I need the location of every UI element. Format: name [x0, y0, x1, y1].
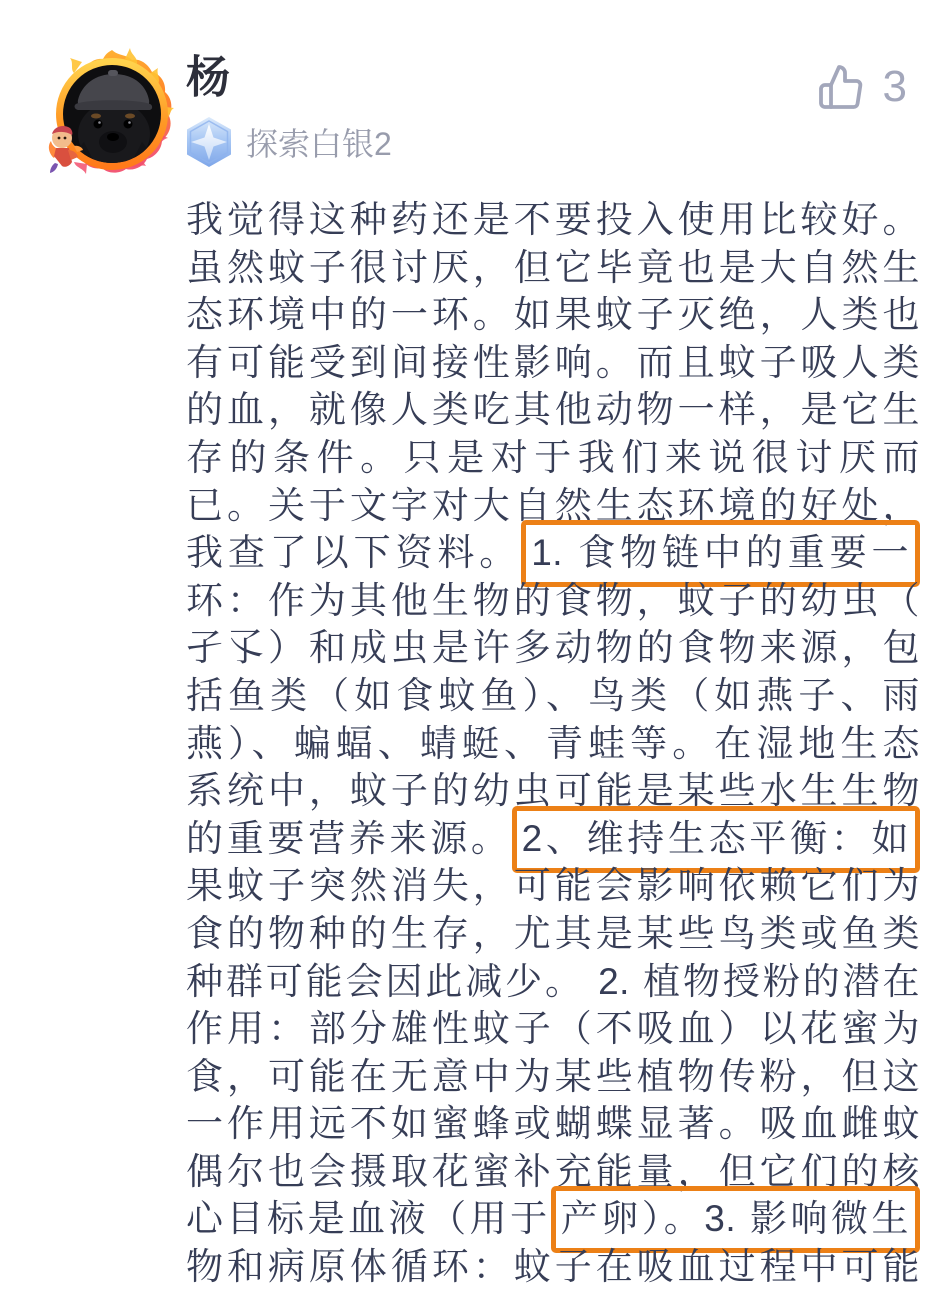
- comment-text-segment: 食的物种的生存，尤其是某些鸟类或鱼类: [186, 912, 920, 954]
- comment-text-segment: 括鱼类（如食蚊鱼）、鸟类（如燕子、雨: [186, 674, 920, 716]
- comment-text-segment: 虽然蚊子很讨厌，但它毕竟也是大自然生: [186, 246, 920, 288]
- comment-text-segment: 一作用远不如蜜蜂或蝴蝶显著。吸血雌蚊: [186, 1103, 920, 1145]
- comment-text-segment: 作用：部分雄性蚊子（不吸血）以花蜜为: [186, 1008, 920, 1050]
- comment-line: [186, 339, 920, 387]
- comment-text-segment: 物和病原体循环：蚊子在吸血过程中可能: [186, 1246, 920, 1288]
- comment-text-segment: 食，可能在无意中为某些植物传粉，但这: [186, 1055, 920, 1097]
- comment-line: [186, 1100, 920, 1148]
- comment-line: [186, 720, 920, 768]
- comment-line: [186, 577, 920, 625]
- comment-text-segment: 燕）、蝙蝠、蜻蜓、青蛙等。在湿地生态: [186, 722, 920, 764]
- comment-line: [186, 386, 920, 434]
- username[interactable]: 杨: [186, 53, 230, 102]
- comment-text-segment: 偶尔也会摄取花蜜补充能量，但它们的核: [186, 1150, 920, 1192]
- comment-line: [186, 910, 920, 958]
- user-level-badge: [186, 116, 392, 168]
- comment-line: [186, 291, 920, 339]
- highlighted-segment: 2、维持生态平衡：如: [512, 806, 920, 873]
- highlighted-segment: 产卵）。3. 影响微生: [551, 1186, 920, 1253]
- comment-text-segment: 种群可能会因此减少。 2. 植物授粉的潜在: [186, 960, 920, 1002]
- comment-text-segment: 有可能受到间接性影响。而且蚊子吸人类: [186, 341, 920, 383]
- comment-line: [186, 1243, 920, 1291]
- highlighted-segment: 1. 食物链中的重要一: [521, 520, 920, 587]
- like-count: 3: [882, 62, 907, 111]
- comment-line: [186, 672, 920, 720]
- comment-text-segment: 的血，就像人类吃其他动物一样，是它生: [186, 389, 920, 431]
- comment-text-segment: 存的条件。只是对于我们来说很讨厌而: [186, 436, 920, 478]
- silver-gem-badge-icon: [186, 116, 232, 168]
- comment-line: [186, 1005, 920, 1053]
- comment-line: [186, 1195, 920, 1243]
- avatar[interactable]: [34, 42, 182, 186]
- comment-line: [186, 862, 920, 910]
- comment-text-segment: 我查了以下资料。: [186, 532, 522, 574]
- comment-text-segment: 已。关于文字对大自然生态环境的好处，: [186, 484, 920, 526]
- comment-line: [186, 624, 920, 672]
- comment-line: [186, 434, 920, 482]
- comment-text-segment: 孑孓）和成虫是许多动物的食物来源，包: [186, 627, 920, 669]
- comment-line: [186, 815, 920, 863]
- like-button[interactable]: [817, 62, 907, 112]
- comment-line: [186, 529, 920, 577]
- comment-text-segment: 态环境中的一环。如果蚊子灭绝，人类也: [186, 294, 920, 336]
- comment-line: [186, 244, 920, 292]
- comment-text-segment: 的重要营养来源。: [186, 817, 512, 859]
- comment-body: [186, 196, 920, 1291]
- avatar-flame-frame-image: [34, 42, 182, 186]
- comment-line: [186, 196, 920, 244]
- comment-text-segment: 环：作为其他生物的食物，蚊子的幼虫（: [186, 579, 920, 621]
- comment-text-segment: 系统中，蚊子的幼虫可能是某些水生生物: [186, 770, 920, 812]
- comment-text-segment: 心目标是血液（用于: [186, 1198, 551, 1240]
- thumbs-up-icon: [817, 63, 865, 111]
- comment-text-segment: 果蚊子突然消失，可能会影响依赖它们为: [186, 865, 920, 907]
- badge-label: 探索白银2: [246, 126, 392, 162]
- comment-line: [186, 958, 920, 1006]
- comment-line: [186, 1053, 920, 1101]
- comment-text-segment: 我觉得这种药还是不要投入使用比较好。: [186, 199, 920, 240]
